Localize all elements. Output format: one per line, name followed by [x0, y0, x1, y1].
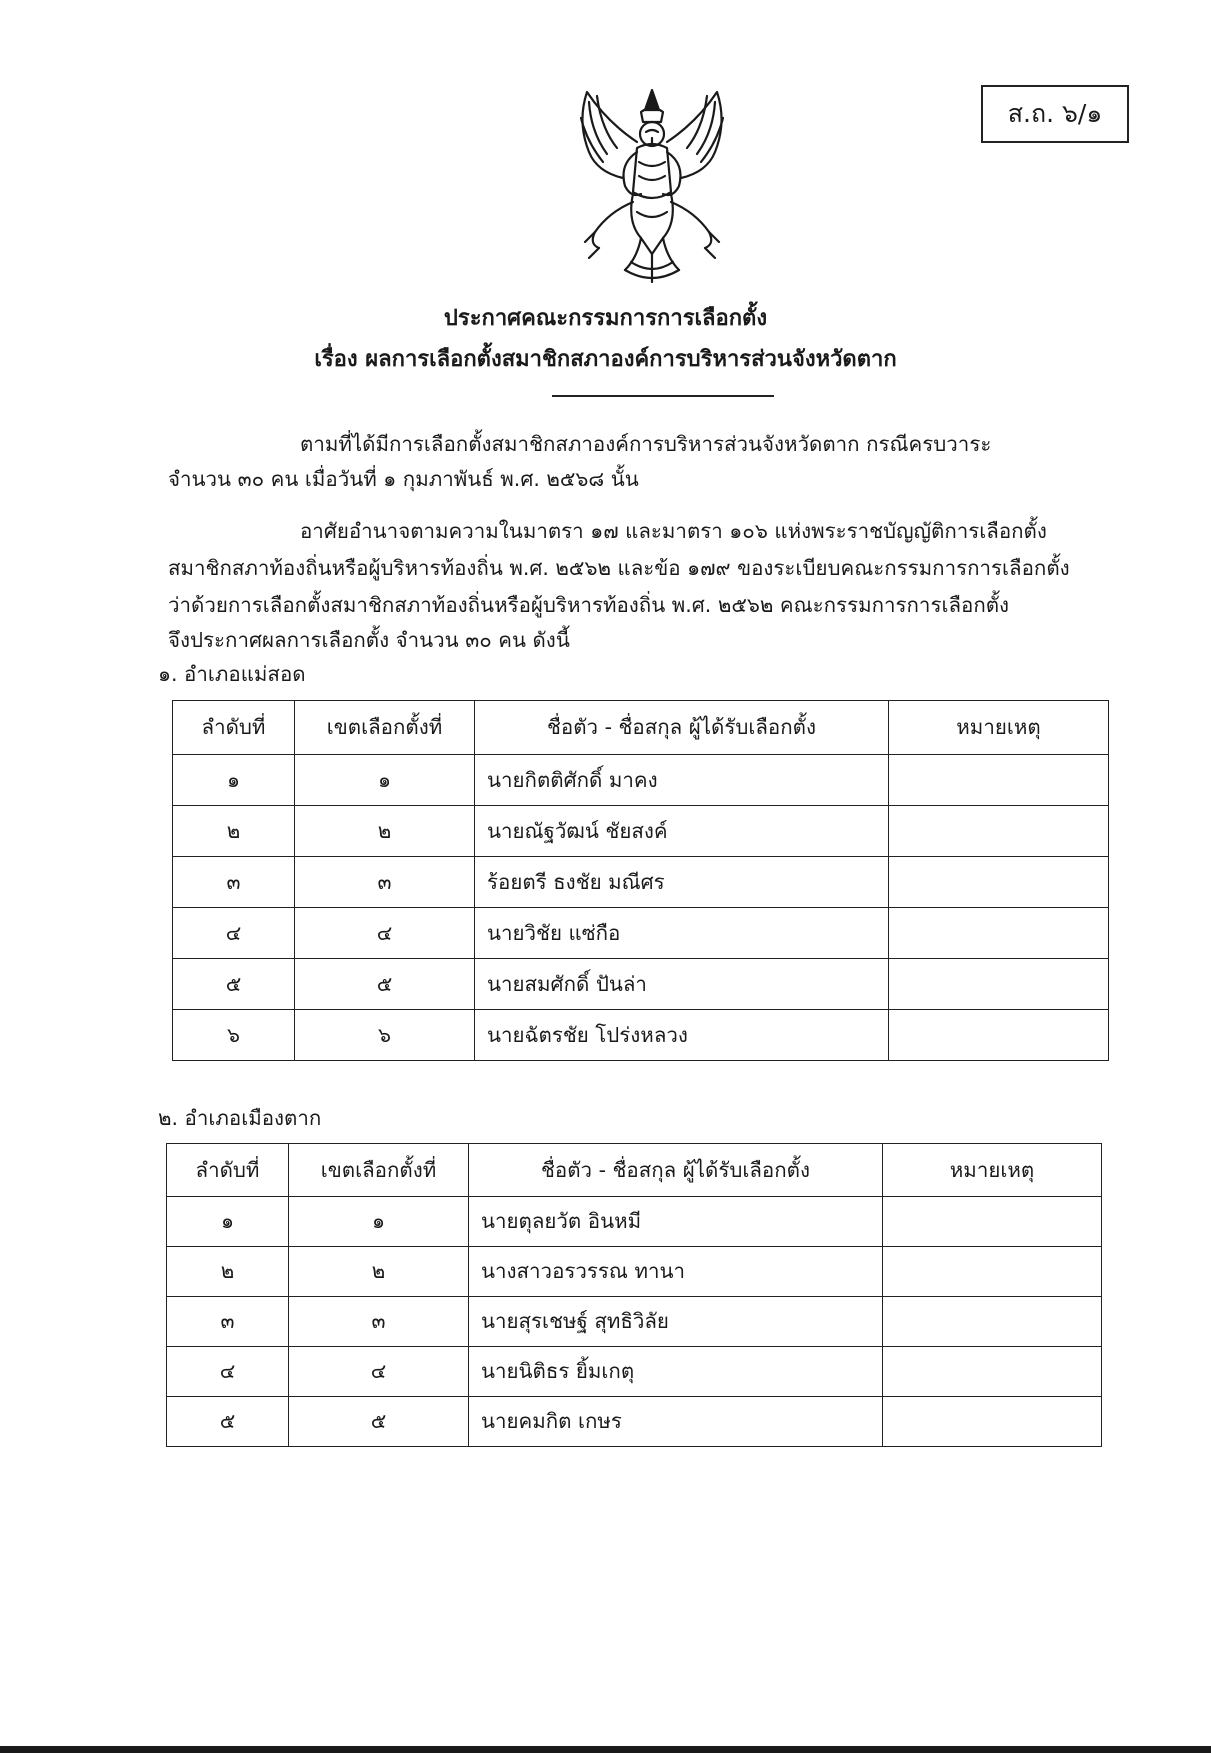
zone-cell: ๔: [295, 908, 475, 959]
zone-cell: ๓: [289, 1297, 469, 1347]
order-cell: ๕: [173, 959, 295, 1010]
table-row: [173, 857, 1109, 908]
name-cell: นางสาวอรวรรณ ทานา: [469, 1247, 883, 1297]
zone-cell: ๑: [289, 1197, 469, 1247]
order-cell: ๒: [173, 806, 295, 857]
column-header-note: หมายเหตุ: [883, 1144, 1102, 1197]
table-row: [167, 1347, 1102, 1397]
column-header-name: ชื่อตัว - ชื่อสกุล ผู้ได้รับเลือกตั้ง: [469, 1144, 883, 1197]
results-table-1: [172, 700, 1109, 1061]
note-cell: [883, 1197, 1102, 1247]
order-cell: ๔: [173, 908, 295, 959]
scan-edge: [0, 1746, 1211, 1753]
name-cell: นายกิตติศักดิ์ มาคง: [475, 755, 889, 806]
paragraph-1-line-1: ตามที่ได้มีการเลือกตั้งสมาชิกสภาองค์การบริหารส่วนจังหวัดตาก กรณีครบวาระ: [300, 432, 992, 456]
note-cell: [889, 857, 1109, 908]
paragraph-2-line-2: สมาชิกสภาท้องถิ่นหรือผู้บริหารท้องถิ่น พ.ศ. ๒๕๖๒ และข้อ ๑๗๙ ของระเบียบคณะกรรมการการเลือกตั้ง: [168, 556, 1070, 580]
name-cell: นายสุรเชษฐ์ สุทธิวิลัย: [469, 1297, 883, 1347]
name-cell: นายคมกิต เกษร: [469, 1397, 883, 1447]
name-cell: นายฉัตรชัย โปร่งหลวง: [475, 1010, 889, 1061]
note-cell: [889, 806, 1109, 857]
form-code: ส.ถ. ๖/๑: [1007, 99, 1103, 128]
table-row: [173, 1010, 1109, 1061]
order-cell: ๔: [167, 1347, 289, 1397]
column-header-note: หมายเหตุ: [889, 701, 1109, 755]
table-header-row: [173, 701, 1109, 755]
table-row: [167, 1247, 1102, 1297]
note-cell: [889, 908, 1109, 959]
column-header-order: ลำดับที่: [167, 1144, 289, 1197]
note-cell: [889, 1010, 1109, 1061]
note-cell: [889, 755, 1109, 806]
zone-cell: ๕: [289, 1397, 469, 1447]
announcement-title: ประกาศคณะกรรมการการเลือกตั้ง: [443, 306, 768, 331]
order-cell: ๖: [173, 1010, 295, 1061]
garuda-emblem-icon: [567, 82, 737, 290]
column-header-name: ชื่อตัว - ชื่อสกุล ผู้ได้รับเลือกตั้ง: [475, 701, 889, 755]
table-row: [173, 806, 1109, 857]
zone-cell: ๖: [295, 1010, 475, 1061]
order-cell: ๕: [167, 1397, 289, 1447]
results-table-2: [166, 1143, 1102, 1447]
column-header-order: ลำดับที่: [173, 701, 295, 755]
name-cell: นายนิติธร ยิ้มเกตุ: [469, 1347, 883, 1397]
zone-cell: ๓: [295, 857, 475, 908]
name-cell: นายณัฐวัฒน์ ชัยสงค์: [475, 806, 889, 857]
zone-cell: ๒: [289, 1247, 469, 1297]
paragraph-2-line-4: จึงประกาศผลการเลือกตั้ง จำนวน ๓๐ คน ดังนี้: [168, 628, 570, 652]
table-row: [167, 1197, 1102, 1247]
heading-divider: [552, 395, 774, 397]
form-code-box: [981, 85, 1129, 143]
note-cell: [889, 959, 1109, 1010]
order-cell: ๑: [173, 755, 295, 806]
table-row: [173, 908, 1109, 959]
table-row: [167, 1397, 1102, 1447]
order-cell: ๓: [167, 1297, 289, 1347]
name-cell: นายวิชัย แซ่กือ: [475, 908, 889, 959]
zone-cell: ๕: [295, 959, 475, 1010]
note-cell: [883, 1397, 1102, 1447]
paragraph-2-line-3: ว่าด้วยการเลือกตั้งสมาชิกสภาท้องถิ่นหรือผู้บริหารท้องถิ่น พ.ศ. ๒๕๖๒ คณะกรรมการการเลือกตั้ง: [168, 593, 1010, 617]
order-cell: ๑: [167, 1197, 289, 1247]
zone-cell: ๑: [295, 755, 475, 806]
note-cell: [883, 1247, 1102, 1297]
order-cell: ๓: [173, 857, 295, 908]
zone-cell: ๒: [295, 806, 475, 857]
column-header-zone: เขตเลือกตั้งที่: [289, 1144, 469, 1197]
table-row: [167, 1297, 1102, 1347]
district-title: ๑. อำเภอแม่สอด: [158, 662, 306, 686]
paragraph-2-line-1: อาศัยอำนาจตามความในมาตรา ๑๗ และมาตรา ๑๐๖ แห่งพระราชบัญญัติการเลือกตั้ง: [300, 519, 1047, 543]
table-row: [173, 755, 1109, 806]
order-cell: ๒: [167, 1247, 289, 1297]
district-title: ๒. อำเภอเมืองตาก: [158, 1106, 322, 1130]
note-cell: [883, 1347, 1102, 1397]
paragraph-1-line-2: จำนวน ๓๐ คน เมื่อวันที่ ๑ กุมภาพันธ์ พ.ศ. ๒๕๖๘ นั้น: [168, 467, 639, 491]
table-header-row: [167, 1144, 1102, 1197]
name-cell: นายตุลยวัต อินหมี: [469, 1197, 883, 1247]
name-cell: นายสมศักดิ์ ปันล่า: [475, 959, 889, 1010]
announcement-subject: เรื่อง ผลการเลือกตั้งสมาชิกสภาองค์การบริหารส่วนจังหวัดตาก: [314, 347, 897, 372]
table-row: [173, 959, 1109, 1010]
zone-cell: ๔: [289, 1347, 469, 1397]
note-cell: [883, 1297, 1102, 1347]
column-header-zone: เขตเลือกตั้งที่: [295, 701, 475, 755]
name-cell: ร้อยตรี ธงชัย มณีศร: [475, 857, 889, 908]
